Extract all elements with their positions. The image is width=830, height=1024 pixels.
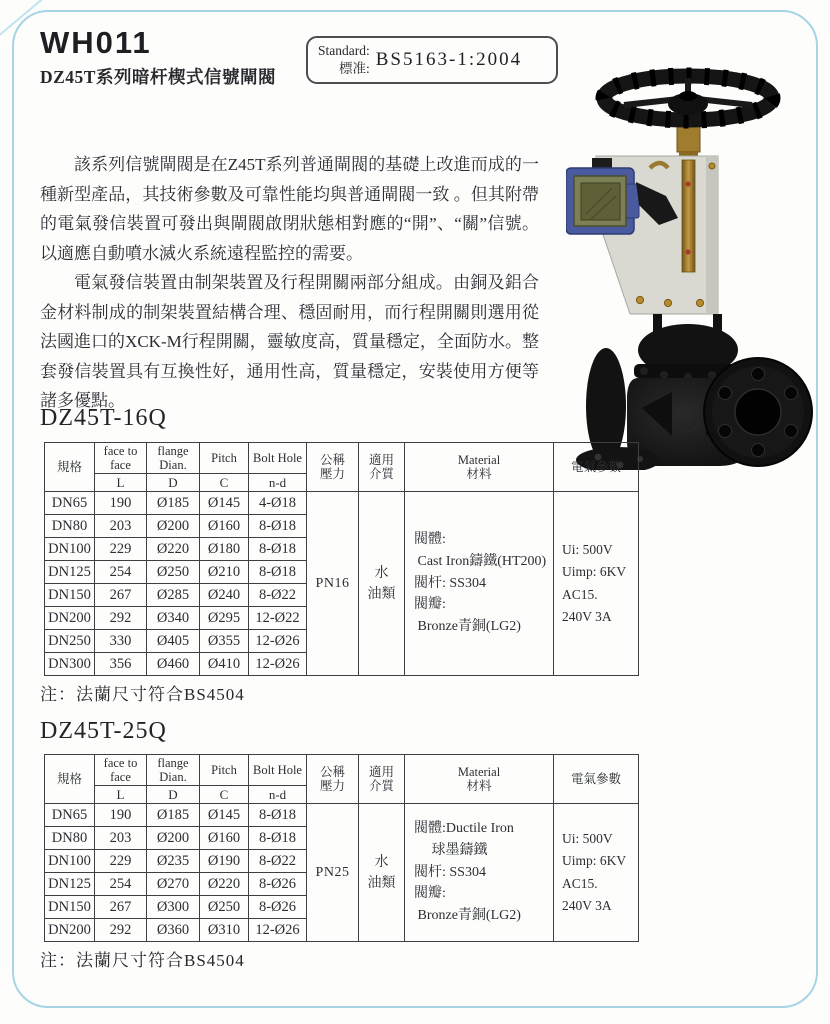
table-cell: 8-Ø18 — [249, 827, 307, 850]
table-cell: 12-Ø22 — [249, 607, 307, 630]
header — [40, 26, 276, 89]
gate-valve-photo — [566, 56, 814, 470]
table-cell: 267 — [95, 896, 147, 919]
col-header-pressure: 公稱 壓力 — [307, 755, 359, 804]
table-cell: Ø160 — [200, 515, 249, 538]
col-header-medium: 適用 介質 — [359, 755, 405, 804]
table-cell: Ø160 — [200, 827, 249, 850]
intro-paragraph-1: 該系列信號閘閥是在Z45T系列普通閘閥的基礎上改進而成的一種新型產品，其技術參數及可靠性能均與普通閘閥一致 。但其附帶的電氣發信裝置可發出與閘閥啟閉狀態相對應的“開”、“關”信號。以適應自動噴水滅火系統遠程監控的需要。 — [40, 155, 539, 263]
col-header-pitch: Pitch — [200, 443, 249, 474]
table-cell: DN150 — [45, 584, 95, 607]
col-subheader-C: C — [200, 474, 249, 492]
col-header-pressure: 公稱 壓力 — [307, 443, 359, 492]
table-cell: 8-Ø26 — [249, 873, 307, 896]
table-cell: Ø190 — [200, 850, 249, 873]
col-header-spec: 規格 — [45, 755, 95, 804]
col-header-electrical: 電氣參數 — [554, 443, 639, 492]
table-cell: 203 — [95, 515, 147, 538]
handwheel — [604, 76, 772, 120]
table-cell: Ø300 — [147, 896, 200, 919]
spec-table-25q — [44, 754, 639, 942]
col-header-pitch: Pitch — [200, 755, 249, 786]
table1-note: 注：法蘭尺寸符合BS4504 — [40, 685, 245, 704]
col-header-flange-dia: flange Dian. — [147, 755, 200, 786]
page-subtitle: DZ45T系列暗杆楔式信號閘閥 — [40, 67, 276, 88]
table-cell: Ø200 — [147, 827, 200, 850]
table2-title: DZ45T-25Q — [40, 718, 167, 744]
table-cell: 254 — [95, 873, 147, 896]
standard-box — [306, 36, 558, 84]
pressure-cell: PN25 — [307, 804, 359, 942]
pressure-cell: PN16 — [307, 492, 359, 676]
table-cell: 229 — [95, 850, 147, 873]
material-cell: 閥體: Cast Iron鑄鐵(HT200) 閥杆: SS304 閥瓣: Bronze青銅(LG2) — [405, 492, 554, 676]
table-cell: 8-Ø22 — [249, 584, 307, 607]
table-cell: 8-Ø18 — [249, 515, 307, 538]
table-cell: DN250 — [45, 630, 95, 653]
table-cell: Ø145 — [200, 492, 249, 515]
intro-text — [40, 150, 539, 416]
col-subheader-nd: n-d — [249, 474, 307, 492]
page-title: WH011 — [40, 25, 152, 60]
table-cell: 8-Ø22 — [249, 850, 307, 873]
table-cell: Ø355 — [200, 630, 249, 653]
standard-value: BS5163-1:2004 — [375, 49, 523, 70]
table-cell: Ø310 — [200, 919, 249, 942]
standard-label-en: Standard: — [318, 42, 370, 58]
table-cell: Ø405 — [147, 630, 200, 653]
intro-paragraph-2: 電氣發信裝置由制架裝置及行程開關兩部分組成。由銅及鋁合金材料制成的制架裝置結構合理、穩固耐用，而行程開關則選用從法國進口的XCK-M行程開關，靈敏度高，質量穩定，全面防水。整套發信裝置具有互換性好，通用性高，質量穩定，安裝使用方便等諸多優點。 — [40, 273, 539, 410]
table-cell: 8-Ø18 — [249, 561, 307, 584]
table-cell: Ø235 — [147, 850, 200, 873]
col-subheader-nd: n-d — [249, 786, 307, 804]
material-cell: 閥體:Ductile Iron 球墨鑄鐵 閥杆: SS304 閥瓣: Bronze青銅(LG2) — [405, 804, 554, 942]
col-header-face-to-face: face to face — [95, 443, 147, 474]
electrical-cell: Ui: 500V Uimp: 6KV AC15. 240V 3A — [554, 492, 639, 676]
col-header-face-to-face: face to face — [95, 755, 147, 786]
table-cell: DN150 — [45, 896, 95, 919]
limit-switch — [566, 158, 639, 234]
table-cell: 203 — [95, 827, 147, 850]
table-cell: 229 — [95, 538, 147, 561]
table-cell: Ø250 — [147, 561, 200, 584]
table-cell: 330 — [95, 630, 147, 653]
standard-label-zh: 標准: — [338, 61, 370, 76]
table-cell: 12-Ø26 — [249, 919, 307, 942]
table-cell: 190 — [95, 804, 147, 827]
table-row — [45, 804, 639, 827]
table-cell: Ø295 — [200, 607, 249, 630]
table-cell: Ø240 — [200, 584, 249, 607]
table-cell: 292 — [95, 919, 147, 942]
table-row — [45, 492, 639, 515]
col-subheader-L: L — [95, 786, 147, 804]
table-cell: DN200 — [45, 607, 95, 630]
table-cell: Ø220 — [200, 873, 249, 896]
table-cell: DN65 — [45, 804, 95, 827]
table-cell: Ø410 — [200, 653, 249, 676]
table-cell: 12-Ø26 — [249, 630, 307, 653]
table-cell: DN125 — [45, 561, 95, 584]
table-cell: 190 — [95, 492, 147, 515]
table-cell: 267 — [95, 584, 147, 607]
table-cell: Ø250 — [200, 896, 249, 919]
table-cell: Ø180 — [200, 538, 249, 561]
table-cell: DN200 — [45, 919, 95, 942]
table-cell: Ø220 — [147, 538, 200, 561]
electrical-cell: Ui: 500V Uimp: 6KV AC15. 240V 3A — [554, 804, 639, 942]
table-cell: 8-Ø26 — [249, 896, 307, 919]
table-cell: Ø200 — [147, 515, 200, 538]
table-cell: 8-Ø18 — [249, 804, 307, 827]
col-header-material: Material 材料 — [405, 443, 554, 492]
medium-cell: 水 油類 — [359, 804, 405, 942]
table-cell: DN300 — [45, 653, 95, 676]
table-cell: DN125 — [45, 873, 95, 896]
medium-cell: 水 油類 — [359, 492, 405, 676]
table-cell: 12-Ø26 — [249, 653, 307, 676]
col-header-material: Material 材料 — [405, 755, 554, 804]
table-cell: 292 — [95, 607, 147, 630]
table-cell: Ø460 — [147, 653, 200, 676]
table-cell: Ø185 — [147, 804, 200, 827]
table-cell: 254 — [95, 561, 147, 584]
col-header-electrical: 電氣參數 — [554, 755, 639, 804]
table-cell: DN80 — [45, 515, 95, 538]
table-cell: DN65 — [45, 492, 95, 515]
col-header-bolt-hole: Bolt Hole — [249, 443, 307, 474]
standard-labels — [318, 42, 370, 78]
col-header-medium: 適用 介質 — [359, 443, 405, 492]
col-header-flange-dia: flange Dian. — [147, 443, 200, 474]
table-cell: 4-Ø18 — [249, 492, 307, 515]
table-cell: Ø270 — [147, 873, 200, 896]
table-cell: DN100 — [45, 850, 95, 873]
col-subheader-L: L — [95, 474, 147, 492]
col-header-spec: 規格 — [45, 443, 95, 492]
col-subheader-D: D — [147, 786, 200, 804]
table-cell: Ø145 — [200, 804, 249, 827]
table-cell: Ø185 — [147, 492, 200, 515]
table-cell: Ø360 — [147, 919, 200, 942]
table-cell: 356 — [95, 653, 147, 676]
table-cell: Ø340 — [147, 607, 200, 630]
table-cell: Ø210 — [200, 561, 249, 584]
col-subheader-D: D — [147, 474, 200, 492]
table1-title: DZ45T-16Q — [40, 405, 167, 431]
table2-note: 注：法蘭尺寸符合BS4504 — [40, 951, 245, 970]
table-cell: DN80 — [45, 827, 95, 850]
table-cell: DN100 — [45, 538, 95, 561]
spec-table-16q — [44, 442, 639, 676]
col-subheader-C: C — [200, 786, 249, 804]
table-cell: 8-Ø18 — [249, 538, 307, 561]
right-flange — [704, 358, 812, 466]
col-header-bolt-hole: Bolt Hole — [249, 755, 307, 786]
table-cell: Ø285 — [147, 584, 200, 607]
